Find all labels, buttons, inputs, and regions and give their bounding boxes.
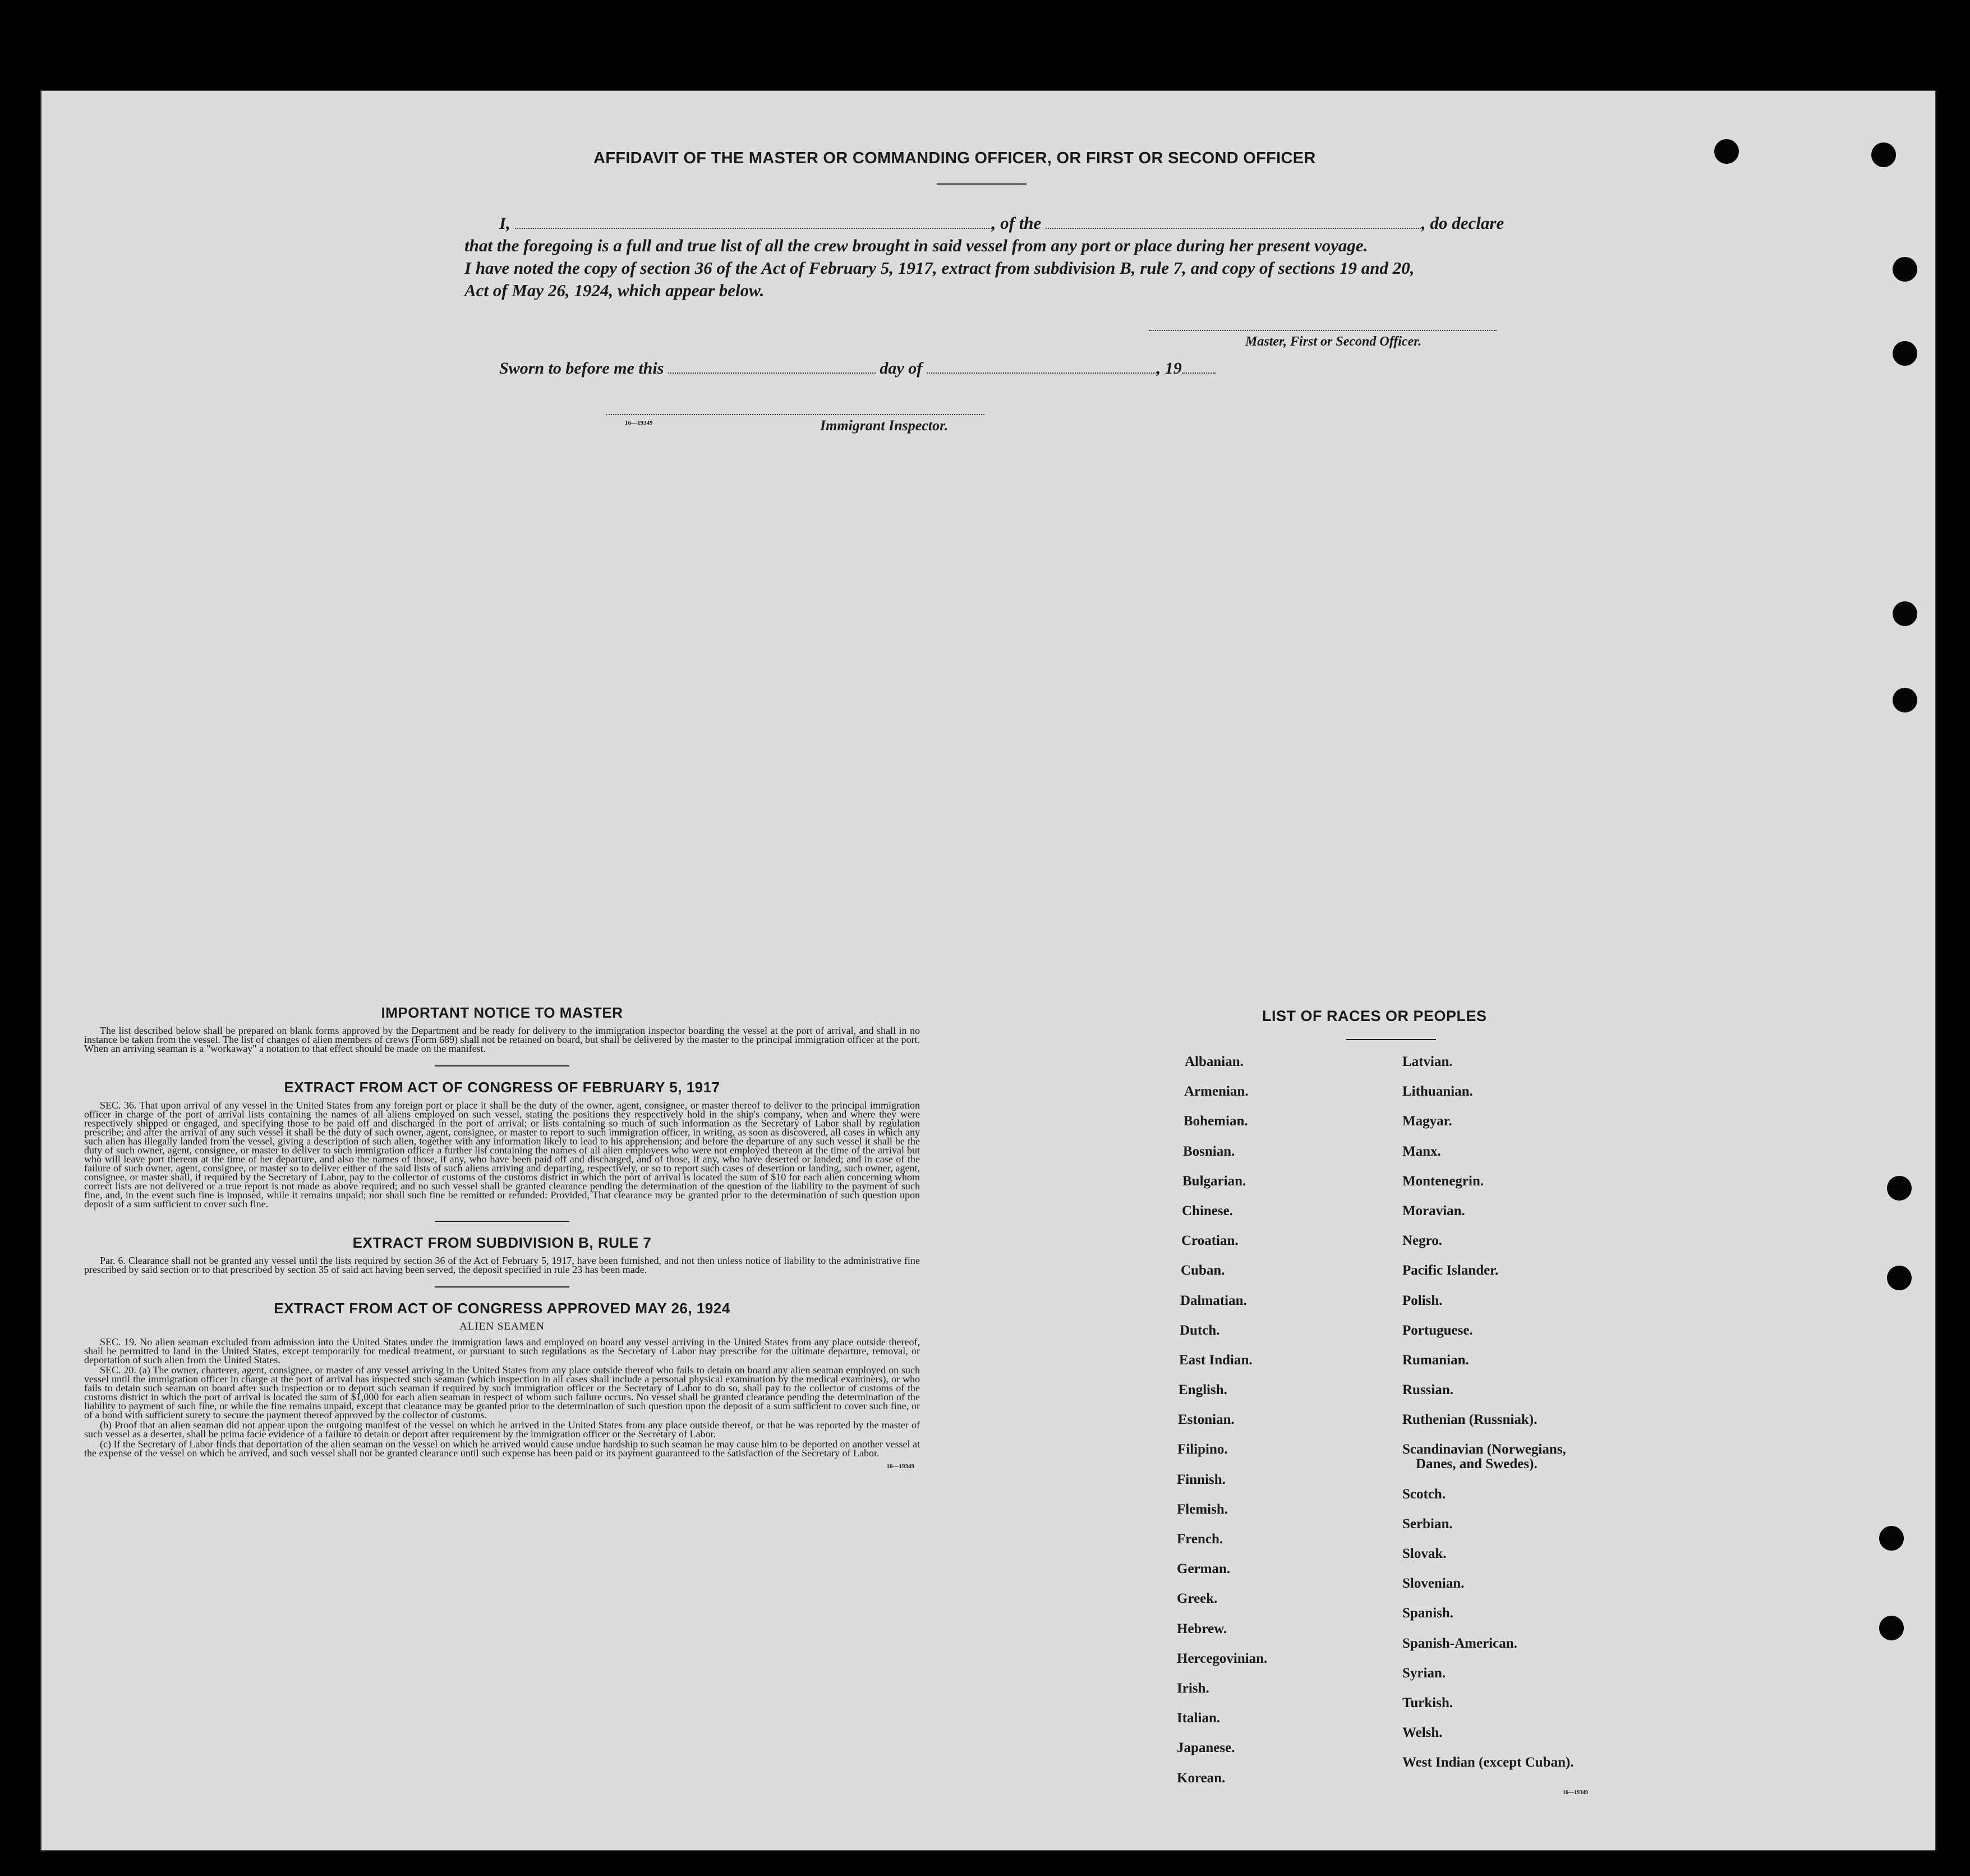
race-item: Japanese.: [1177, 1740, 1235, 1756]
affidavit-line-2: that the foregoing is a full and true list of all the crew brought in said vessel from any port or place during her present voyage.: [464, 236, 1368, 255]
race-item: Welsh.: [1402, 1725, 1443, 1741]
race-item: Bulgarian.: [1182, 1173, 1246, 1189]
affidavit-i-label: I,: [499, 213, 510, 233]
day-of-label: day of: [880, 359, 923, 378]
master-signature-label: Master, First or Second Officer.: [1245, 334, 1422, 349]
race-item: Croatian.: [1181, 1233, 1239, 1249]
race-item: Korean.: [1177, 1770, 1226, 1786]
race-item: Slovenian.: [1402, 1576, 1465, 1592]
sworn-line: [499, 359, 1216, 378]
binder-hole: [1871, 142, 1896, 167]
notice-title: IMPORTANT NOTICE TO MASTER: [381, 1004, 623, 1021]
race-item: Dalmatian.: [1180, 1293, 1247, 1308]
divider: [937, 183, 1027, 185]
alien-seamen-subtitle: ALIEN SEAMEN: [459, 1321, 545, 1332]
divider: [435, 1221, 569, 1222]
binder-hole: [1714, 139, 1739, 164]
extract-1924-title: EXTRACT FROM ACT OF CONGRESS APPROVED MAY 26, 1924: [274, 1300, 730, 1317]
of-the-label: , of the: [991, 213, 1042, 233]
race-item: Armenian.: [1184, 1084, 1249, 1100]
races-title: LIST OF RACES OR PEOPLES: [1262, 1008, 1487, 1024]
sec-20c-text: (c) If the Secretary of Labor finds that deportation of the alien seaman on the vessel on which he arrived would cause undue hardship to such seaman he may cause him to be deported on another vessel at the expense of the vessel on which he arrived, and such vessel shall not be granted clearance until such expense has been paid or its payment guaranteed to the satisfaction of the Secretary of Labor.: [84, 1438, 920, 1459]
divider: [435, 1065, 569, 1066]
form-code: 16—19349: [886, 1463, 914, 1470]
race-item: Estonian.: [1178, 1412, 1235, 1428]
affidavit-title: AFFIDAVIT OF THE MASTER OR COMMANDING OFFICER, OR FIRST OR SECOND OFFICER: [593, 149, 1316, 167]
binder-hole: [1887, 1176, 1912, 1201]
race-item: Rumanian.: [1402, 1352, 1469, 1368]
race-item: Turkish.: [1402, 1695, 1453, 1711]
affidavit-body: [464, 212, 1519, 302]
race-item: French.: [1177, 1532, 1223, 1547]
race-item: Serbian.: [1402, 1516, 1453, 1532]
sworn-label: Sworn to before me this: [499, 359, 664, 378]
binder-hole: [1893, 341, 1917, 366]
race-item: Negro.: [1402, 1233, 1443, 1249]
name-blank[interactable]: [515, 217, 992, 229]
year-label: , 19: [1156, 359, 1182, 378]
race-item: German.: [1177, 1561, 1231, 1577]
binder-hole: [1893, 601, 1917, 626]
race-item: Russian.: [1402, 1382, 1454, 1398]
race-item: Spanish-American.: [1402, 1635, 1517, 1651]
do-declare-label: , do declare: [1421, 213, 1504, 233]
race-item: Cuban.: [1181, 1263, 1225, 1279]
affidavit-line-1: [464, 212, 1519, 234]
race-item: Latvian.: [1402, 1054, 1453, 1069]
race-item: Flemish.: [1177, 1501, 1228, 1517]
race-item: Scotch.: [1402, 1486, 1446, 1502]
race-item: Magyar.: [1402, 1114, 1452, 1129]
sworn-year-blank[interactable]: [1182, 361, 1216, 374]
race-item: Spanish.: [1402, 1606, 1454, 1621]
inspector-signature-blank[interactable]: [606, 414, 984, 415]
binder-hole: [1887, 1266, 1912, 1290]
document-sheet: [40, 90, 1936, 1851]
sworn-month-blank[interactable]: [927, 361, 1157, 374]
sec-20a-text: SEC. 20. (a) The owner, charterer, agent, consignee, or master of any vessel arriving in the United States from any place outside thereof who fails to detain on board any alien seaman employed on such vessel until the immigration officer in charge at the port of arrival has inspected such seaman (which inspection in all cases shall include a personal physical examination by the medical examiners), or who fails to detain such seaman on board after such inspection or to deport such seaman if required by such immigration officer or the Secretary of Labor to do so, shall pay to the collector of customs of the customs district in which the port of arrival is located the sum of $1,000 for each alien seaman in respect of whom such failure occurs. No vessel shall be granted clearance pending the determination of the liability to payment of such fine, or while the fine remains unpaid, except that clearance may be granted prior to the determination of such question upon the deposit of a sum sufficient to cover such fine, or of a bond with sufficient surety to secure the payment thereof approved by the collector of customs.: [84, 1364, 920, 1420]
form-code: 16—19349: [625, 420, 653, 426]
races-column-1: [1177, 1054, 1267, 1800]
sec-20b-text: (b) Proof that an alien seaman did not appear upon the outgoing manifest of the vessel on which he arrived in the United States from any place outside thereof, or that he was reported by the master of such vessel as a deserter, shall be prima facie evidence of a failure to detain or deport after requirement by the immigration officer or the Secretary of Labor.: [84, 1419, 920, 1440]
race-item: Moravian.: [1402, 1203, 1465, 1219]
race-item: Hebrew.: [1177, 1621, 1227, 1636]
inspector-label: Immigrant Inspector.: [820, 417, 949, 434]
races-column-2: [1402, 1054, 1574, 1785]
divider: [1346, 1039, 1436, 1040]
race-item: Pacific Islander.: [1402, 1263, 1499, 1279]
race-item: East Indian.: [1179, 1352, 1253, 1368]
affidavit-line-4: Act of May 26, 1924, which appear below.: [464, 281, 765, 300]
race-item: Slovak.: [1402, 1546, 1447, 1561]
race-item: West Indian (except Cuban).: [1402, 1755, 1574, 1771]
race-item: Greek.: [1177, 1591, 1218, 1607]
binder-hole: [1893, 257, 1917, 282]
extract-1917-title: EXTRACT FROM ACT OF CONGRESS OF FEBRUARY 5, 1917: [284, 1079, 720, 1096]
race-item: Montenegrin.: [1402, 1173, 1484, 1189]
race-item: Polish.: [1402, 1293, 1443, 1308]
race-item: Syrian.: [1402, 1665, 1446, 1681]
race-item: Finnish.: [1177, 1472, 1226, 1487]
race-item: Chinese.: [1182, 1203, 1233, 1219]
notice-text: The list described below shall be prepared on blank forms approved by the Department and be ready for delivery to the immigration inspector boarding the vessel at the port of arrival, and shall in no instance be taken from the vessel. The list of changes of alien members of crews (Form 689) shall not be retained on board, but shall be delivered by the master to the principal immigration officer at the port. When an arriving seaman is a "workaway" a notation to that effect should be made on the manifest.: [84, 1025, 920, 1054]
binder-hole: [1893, 688, 1917, 712]
master-signature-blank[interactable]: [1149, 330, 1497, 331]
race-item: Lithuanian.: [1402, 1084, 1473, 1100]
sec-19-text: SEC. 19. No alien seaman excluded from admission into the United States under the immigration laws and employed on board any vessel arriving in the United States from any place outside thereof, shall be permitted to land in the United States, except temporarily for medical treatment, or pursuant to such regulations as the Secretary of Labor may prescribe for the ultimate departure, removal, or deportation of such alien from the United States.: [84, 1336, 920, 1365]
sworn-day-blank[interactable]: [668, 361, 876, 374]
race-item: Irish.: [1177, 1680, 1209, 1696]
rule-7-title: EXTRACT FROM SUBDIVISION B, RULE 7: [352, 1234, 652, 1251]
divider: [435, 1286, 569, 1288]
race-item: Hercegovinian.: [1177, 1650, 1268, 1666]
race-item: Dutch.: [1180, 1322, 1220, 1338]
race-item: Manx.: [1402, 1143, 1441, 1159]
extract-1917-text: SEC. 36. That upon arrival of any vessel in the United States from any foreign port or place it shall be the duty of the owner, agent, consignee, or master thereof to deliver to the principal immigration officer in charge of the port of arrival lists containing the names of all aliens employed on such vessel, stating the positions they respectively hold in the ship's company, when and where they were respectively shipped or engaged, and specifying those to be paid off and discharged in the port of arrival; or lists containing so much of such information as the Secretary of Labor shall by regulation prescribe; and after the arrival of any such vessel it shall be the duty of such owner, agent, consignee, or master to report to such immigration officer, in writing, as soon as discovered, all cases in which any such alien has illegally landed from the vessel, giving a description of such alien, together with any information likely to lead to his apprehension; and before the departure of any such vessel it shall be the duty of such owner, agent, consignee, or master to deliver to such immigration officer a further list containing the names of all alien employees who were not employed thereon at the time of the arrival but who will leave port thereon at the time of her departure, and also the names of those, if any, who have been paid off and discharged, and of those, if any, who have deserted or landed; and in case of the failure of such owner, agent, consignee, or master so to deliver either of the said lists of such aliens arriving and departing, respectively, or so to report such cases of desertion or landing, such owner, agent, consignee, or master shall, if required by the Secretary of Labor, pay to the collector of customs of the customs district in which the port of arrival is located the sum of $10 for each alien concerning whom correct lists are not delivered or a true report is not made as above required; and no such vessel shall be granted clearance pending the determination of the question of the liability to the payment of such fine, and, in the event such fine is imposed, while it remains unpaid; nor shall such fine be remitted or refunded: Provided, That clearance may be granted prior to the determination of such question upon deposit of a sum sufficient to cover such fine.: [84, 1100, 920, 1210]
race-item: Bosnian.: [1183, 1143, 1235, 1159]
form-code: 16—19349: [1563, 1790, 1588, 1796]
race-item: Ruthenian (Russniak).: [1402, 1412, 1538, 1428]
affidavit-line-3: I have noted the copy of section 36 of the Act of February 5, 1917, extract from subdivision B, rule 7, and copy of sections 19 and 20,: [464, 258, 1415, 278]
vessel-blank[interactable]: [1046, 217, 1421, 229]
race-item: Italian.: [1177, 1711, 1221, 1726]
race-item: Albanian.: [1185, 1054, 1244, 1069]
race-item: Portuguese.: [1402, 1322, 1473, 1338]
binder-hole: [1879, 1526, 1904, 1551]
race-item: Danes, and Swedes).: [1416, 1456, 1538, 1472]
race-item: Bohemian.: [1184, 1114, 1248, 1129]
race-item: Scandinavian (Norwegians,: [1402, 1442, 1566, 1457]
notice-column: [84, 1004, 920, 1470]
rule-7-text: Par. 6. Clearance shall not be granted any vessel until the lists required by section 36 of the Act of February 5, 1917, have been furnished, and not then unless notice of liability to the administrative fine prescribed by said section or to that prescribed by section 35 of said act having been served, the deposit specified in rule 23 has been made.: [84, 1255, 920, 1275]
binder-hole: [1879, 1616, 1904, 1640]
race-item: Filipino.: [1177, 1442, 1228, 1457]
race-item: English.: [1179, 1382, 1227, 1398]
